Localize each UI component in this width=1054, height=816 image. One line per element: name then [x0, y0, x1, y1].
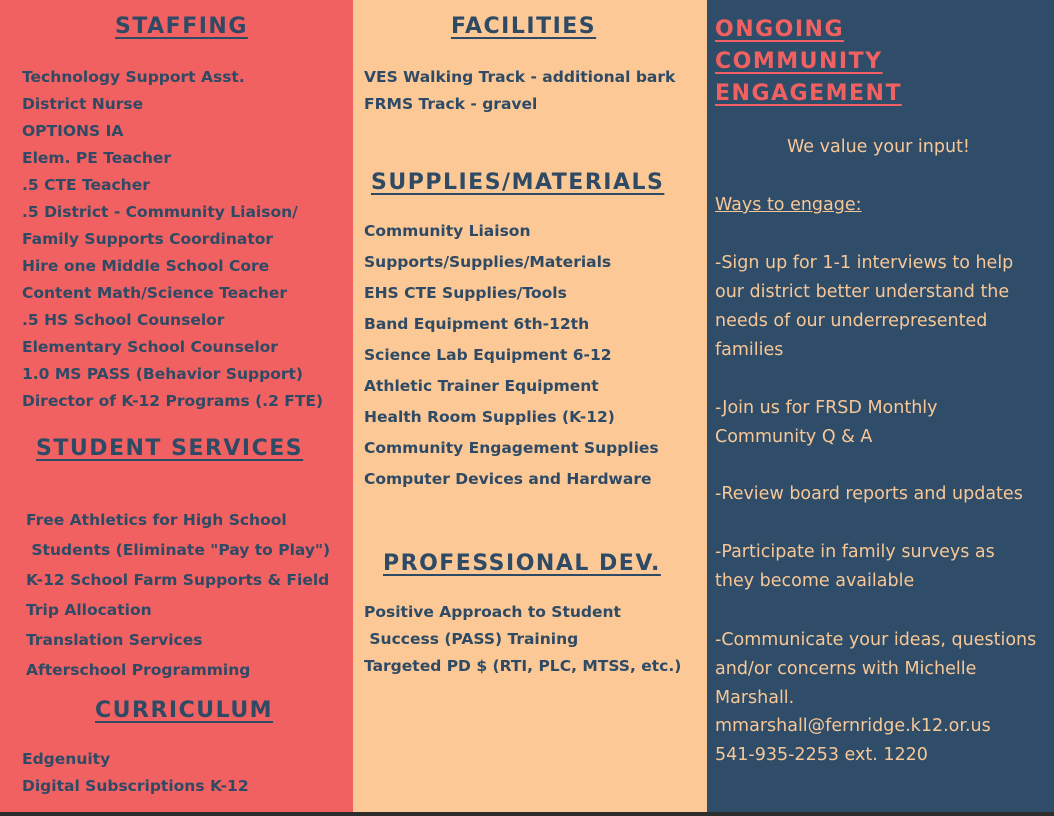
- supplies-item: Athletic Trainer Equipment: [364, 377, 599, 395]
- curriculum-item: Edgenuity: [22, 750, 111, 768]
- student-services-item: Afterschool Programming: [26, 661, 251, 679]
- staffing-item: .5 District - Community Liaison/: [22, 203, 298, 221]
- supplies-item: Health Room Supplies (K-12): [364, 408, 615, 426]
- supplies-item: Band Equipment 6th-12th: [364, 315, 590, 333]
- facilities-list: [364, 64, 675, 118]
- right-column: [707, 0, 1054, 812]
- professional-dev-list: [364, 599, 681, 680]
- engagement-heading-line-3: ENGAGEMENT: [715, 81, 902, 106]
- staffing-item: Director of K-12 Programs (.2 FTE): [22, 392, 324, 410]
- curriculum-item: Digital Subscriptions K-12: [22, 777, 249, 795]
- professional-dev-heading: PROFESSIONAL DEV.: [383, 551, 661, 576]
- value-input-text: We value your input!: [787, 137, 970, 157]
- supplies-item: Science Lab Equipment 6-12: [364, 346, 612, 364]
- supplies-item: EHS CTE Supplies/Tools: [364, 284, 567, 302]
- staffing-item: OPTIONS IA: [22, 122, 124, 140]
- staffing-item: District Nurse: [22, 95, 144, 113]
- supplies-item: Community Engagement Supplies: [364, 439, 659, 457]
- student-services-item: K-12 School Farm Supports & Field: [26, 571, 330, 589]
- curriculum-heading: CURRICULUM: [95, 698, 274, 723]
- engage-item-interviews: -Sign up for 1-1 interviews to help our district better understand the needs of our underrepresented families: [715, 253, 1014, 360]
- engagement-heading-line-2: COMMUNITY: [715, 49, 883, 74]
- supplies-item: Computer Devices and Hardware: [364, 470, 652, 488]
- professional-dev-item: Success (PASS) Training: [364, 630, 579, 648]
- engage-item-surveys: -Participate in family surveys as they become available: [715, 542, 995, 591]
- staffing-item: Content Math/Science Teacher: [22, 284, 287, 302]
- staffing-heading: STAFFING: [115, 14, 248, 39]
- engage-item-monthly-qa: -Join us for FRSD Monthly Community Q & A: [715, 398, 938, 447]
- staffing-item: Technology Support Asst.: [22, 68, 245, 86]
- staffing-item: Elem. PE Teacher: [22, 149, 172, 167]
- engage-item-communicate: -Communicate your ideas, questions and/or concerns with Michelle Marshall.: [715, 630, 1037, 708]
- middle-column: [353, 0, 707, 812]
- professional-dev-item: Positive Approach to Student: [364, 603, 621, 621]
- engagement-heading-line-1: ONGOING: [715, 17, 845, 42]
- staffing-item: Elementary School Counselor: [22, 338, 278, 356]
- student-services-item: Free Athletics for High School: [26, 511, 287, 529]
- curriculum-list: [22, 746, 249, 800]
- student-services-item: Translation Services: [26, 631, 203, 649]
- engagement-heading: [715, 14, 1015, 110]
- student-services-list: [26, 505, 330, 685]
- student-services-item: Students (Eliminate "Pay to Play"): [26, 541, 331, 559]
- staffing-item: .5 CTE Teacher: [22, 176, 150, 194]
- staffing-item: .5 HS School Counselor: [22, 311, 225, 329]
- engage-item-board-reports: -Review board reports and updates: [715, 484, 1023, 504]
- staffing-list: [22, 64, 323, 415]
- supplies-heading: SUPPLIES/MATERIALS: [371, 170, 665, 195]
- facilities-item: FRMS Track - gravel: [364, 95, 538, 113]
- supplies-item: Supports/Supplies/Materials: [364, 253, 612, 271]
- staffing-item: Hire one Middle School Core: [22, 257, 270, 275]
- contact-phone: 541-935-2253 ext. 1220: [715, 745, 928, 765]
- supplies-list: [364, 216, 659, 495]
- staffing-item: 1.0 MS PASS (Behavior Support): [22, 365, 303, 383]
- supplies-item: Community Liaison: [364, 222, 531, 240]
- facilities-item: VES Walking Track - additional bark: [364, 68, 676, 86]
- student-services-heading: STUDENT SERVICES: [36, 436, 304, 461]
- ways-to-engage-label: Ways to engage:: [715, 195, 862, 215]
- student-services-item: Trip Allocation: [26, 601, 152, 619]
- professional-dev-item: Targeted PD $ (RTI, PLC, MTSS, etc.): [364, 657, 682, 675]
- facilities-heading: FACILITIES: [451, 14, 597, 39]
- left-column: [0, 0, 353, 812]
- staffing-item: Family Supports Coordinator: [22, 230, 274, 248]
- contact-email[interactable]: mmarshall@fernridge.k12.or.us: [715, 716, 991, 736]
